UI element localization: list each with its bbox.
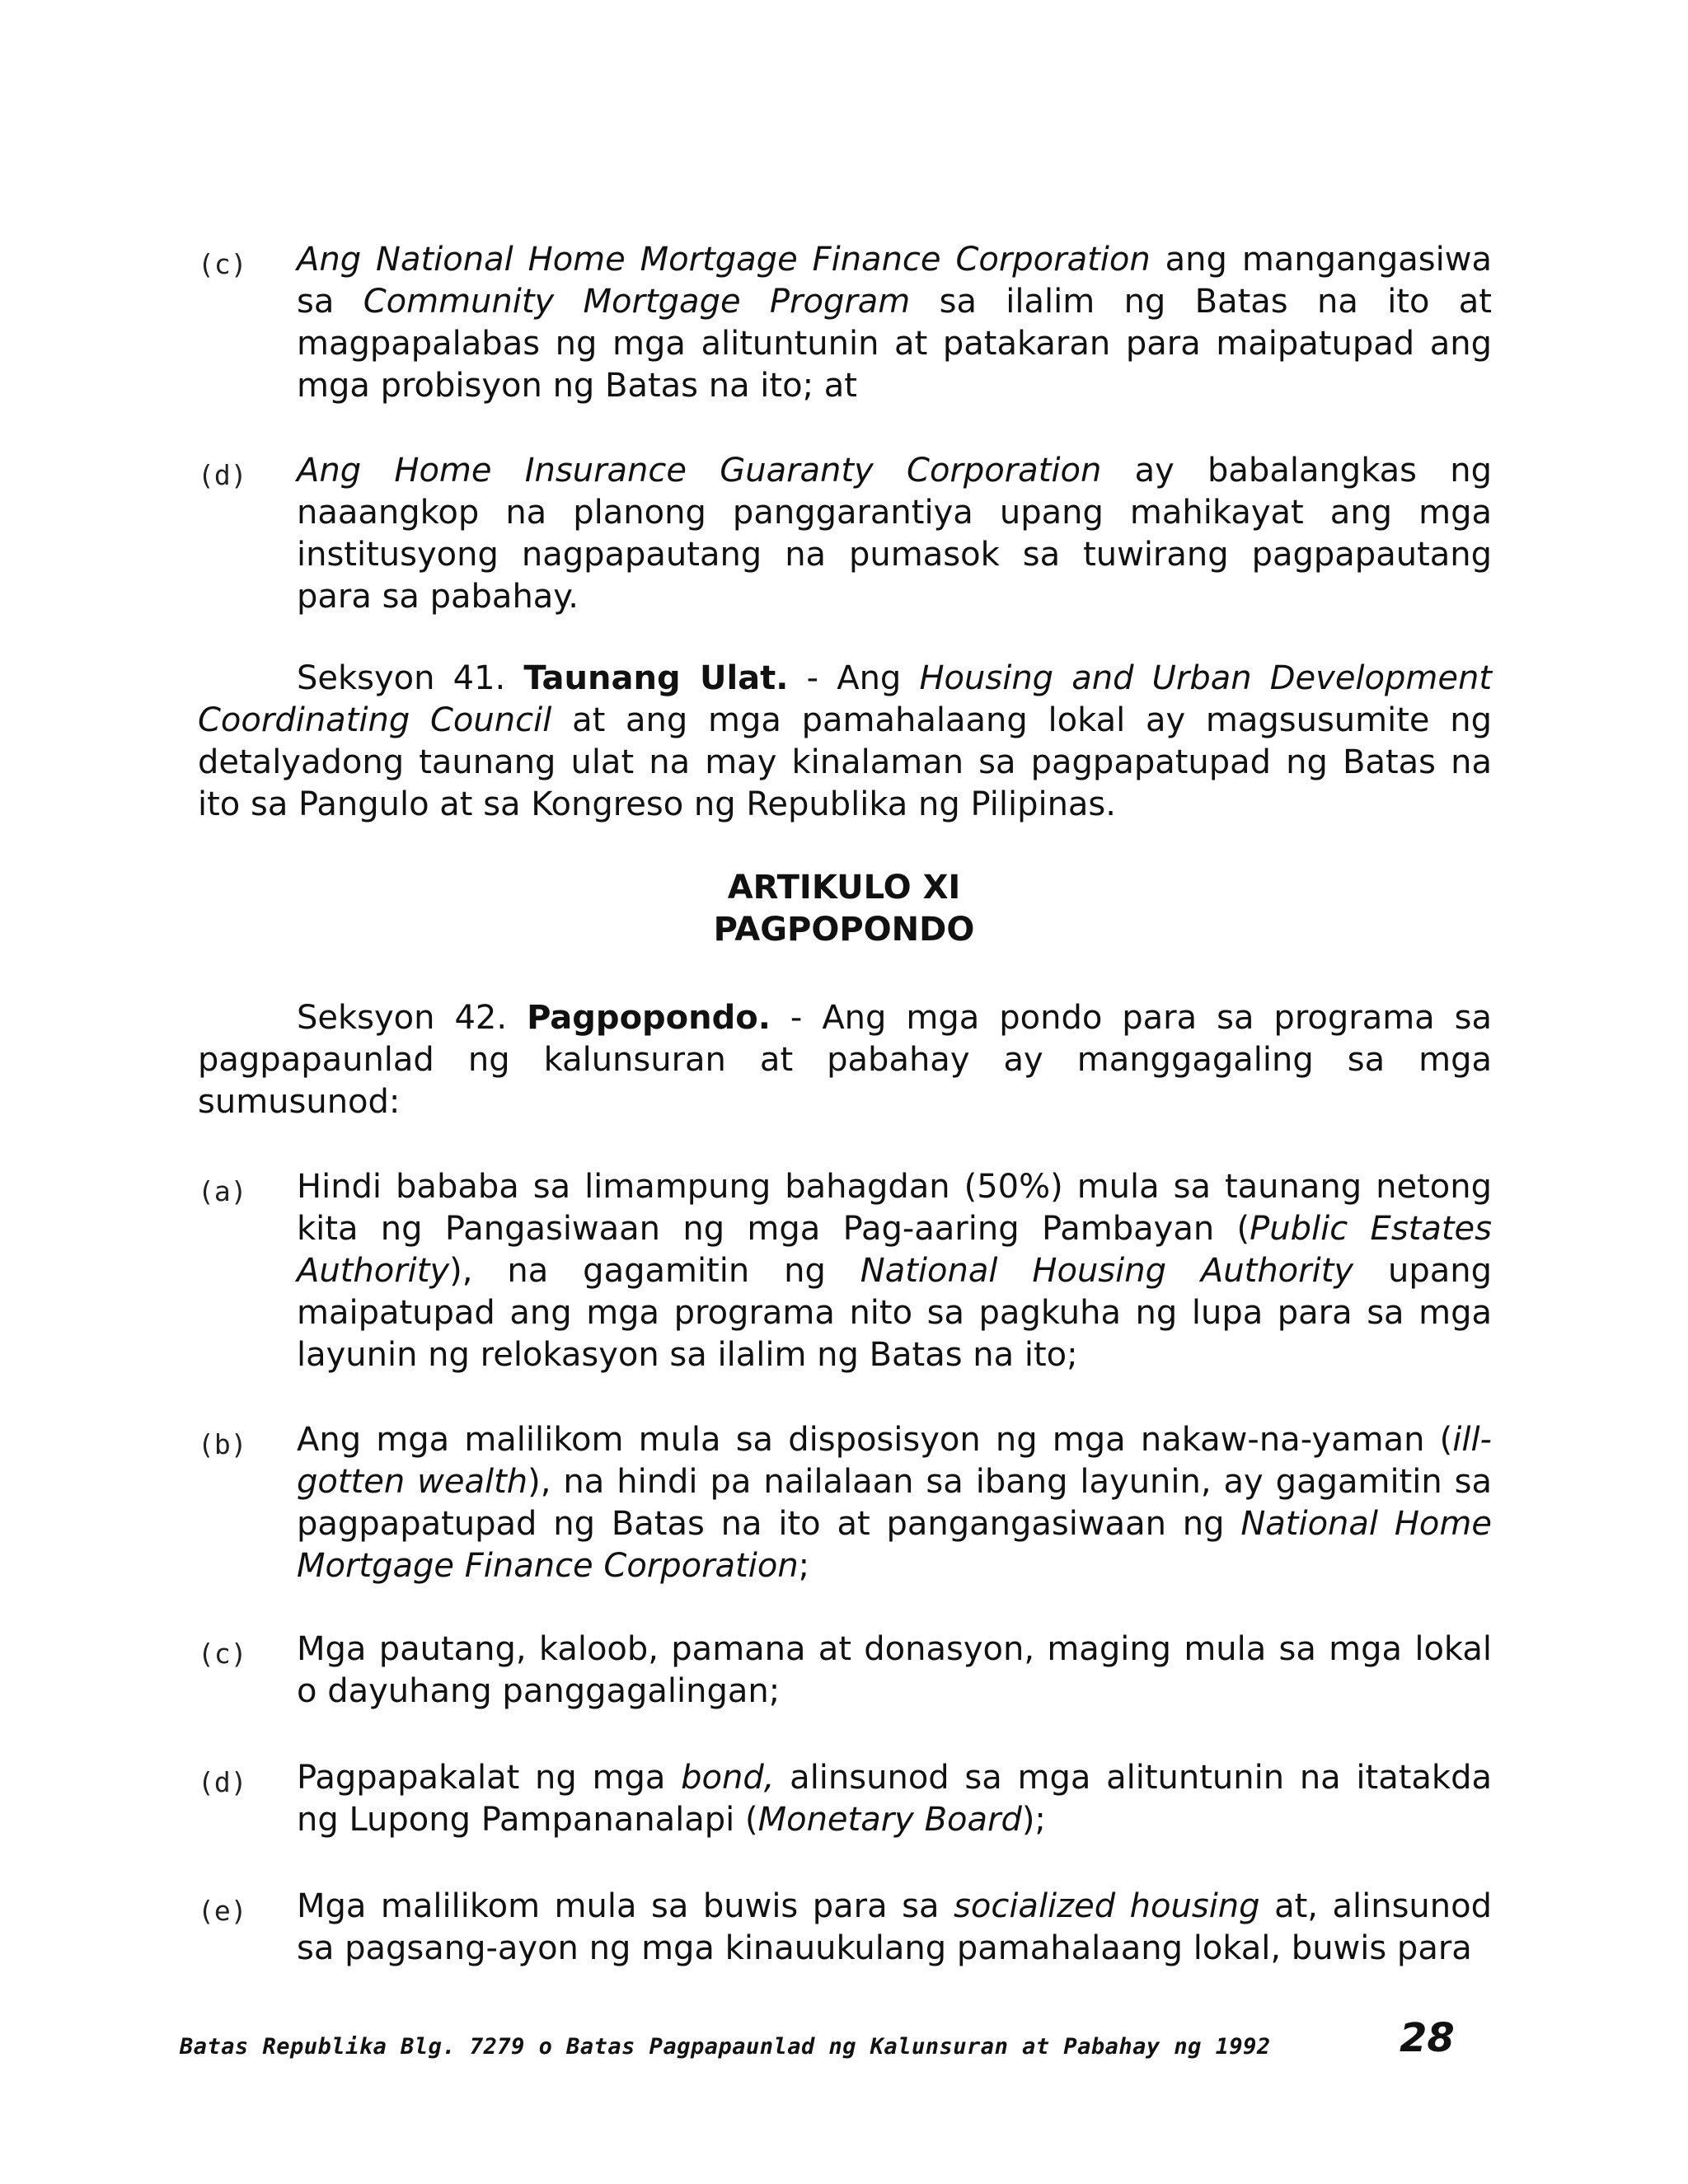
text-run: alinsunod sa mga alituntunin na itatakda ng Lupong Pampananalapi ( — [297, 1759, 1492, 1839]
section-text — [198, 658, 1492, 826]
italic-text-run: Housing and Urban Development Coordinating Council — [198, 659, 1493, 739]
italic-text-run: National Housing Authority — [860, 1252, 1354, 1290]
italic-text-run: bond, — [681, 1759, 775, 1797]
article-title: PAGPOPONDO — [713, 911, 975, 949]
text-run: - Ang — [788, 659, 920, 697]
item-marker: (e) — [198, 1895, 247, 1927]
italic-text-run: Ang National Home Mortgage Finance Corporation — [297, 241, 1151, 279]
item-text — [297, 1629, 1492, 1713]
italic-text-run: Community Mortgage Program — [363, 283, 911, 321]
italic-text-run: ill-gotten wealth — [297, 1421, 1492, 1501]
section-label: Seksyon 41. — [297, 659, 524, 697]
item-marker: (d) — [198, 459, 247, 491]
text-run: ), na gagamitin ng — [449, 1252, 860, 1290]
page-footer: Batas Republika Blg. 7279 o Batas Pagpapaunlad ng Kalunsuran at Pabahay ng 1992 — [180, 2034, 1271, 2060]
section-42-paragraph — [198, 997, 1492, 1123]
item-marker: (b) — [198, 1428, 247, 1460]
section-title: Pagpopondo. — [527, 999, 771, 1037]
section-title: Taunang Ulat. — [523, 659, 789, 697]
text-run: ; — [798, 1547, 810, 1585]
italic-text-run: socialized housing — [954, 1887, 1260, 1925]
text-run: upang maipatupad ang mga programa nito sa pagkuha ng lupa para sa mga layunin ng relokasyon sa ilalim ng Batas na ito; — [297, 1252, 1492, 1374]
item-marker: (a) — [198, 1175, 247, 1207]
text-run: ); — [1021, 1801, 1046, 1839]
item-marker: (c) — [198, 248, 247, 280]
italic-text-run: National Home Mortgage Finance Corporation — [297, 1505, 1492, 1585]
section-text — [198, 997, 1492, 1123]
page-number: 28 — [1400, 2015, 1455, 2061]
item-text — [297, 1886, 1492, 1970]
section-41-paragraph — [198, 658, 1492, 826]
item-text — [297, 450, 1492, 618]
item-text — [297, 1166, 1492, 1376]
italic-text-run: Monetary Board — [757, 1801, 1022, 1839]
italic-text-run: Ang Home Insurance Guaranty Corporation — [297, 452, 1102, 490]
text-run: sa ilalim ng Batas na ito at magpapalabas ng mga alituntunin at patakaran para maipatupad ang mga probisyon ng Batas na ito; at — [297, 283, 1492, 405]
item-marker: (d) — [198, 1766, 247, 1798]
section-label: Seksyon 42. — [297, 999, 528, 1037]
text-run: Mga malilikom mula sa buwis para sa — [297, 1887, 954, 1925]
text-run: Mga pautang, kaloob, pamana at donasyon, maging mula sa mga lokal o dayuhang panggagalingan; — [297, 1630, 1492, 1710]
text-run: at, alinsunod sa pagsang-ayon ng mga kinauukulang pamahalaang lokal, buwis para — [297, 1887, 1492, 1967]
text-run: Ang mga malilikom mula sa disposisyon ng mga nakaw-na-yaman ( — [297, 1421, 1453, 1459]
item-text — [297, 1757, 1492, 1841]
text-run: ang mangangasiwa sa — [297, 241, 1492, 321]
text-run: at ang mga pamahalaang lokal ay magsusumite ng detalyadong taunang ulat na may kinalaman sa pagpapatupad ng Batas na ito sa Pangulo at sa Kongreso ng Republika ng Pilipinas. — [198, 701, 1493, 823]
text-run: ), na hindi pa nailalaan sa ibang layunin, ay gagamitin sa pagpapatupad ng Batas na ito at pangangasiwaan ng — [297, 1463, 1493, 1543]
article-number: ARTIKULO XI — [727, 869, 961, 907]
text-run: ay babalangkas ng naaangkop na planong panggarantiya upang mahikayat ang mga institusyong nagpapautang na pumasok sa tuwirang pagpapautang para sa pabahay. — [297, 452, 1493, 616]
text-run: Pagpapakalat ng mga — [297, 1759, 682, 1797]
text-run: Hindi bababa sa limampung bahagdan (50%) mula sa taunang netong kita ng Pangasiwaan ng mga Pag-aaring Pambayan ( — [297, 1168, 1492, 1248]
text-run: - Ang mga pondo para sa programa sa pagpapaunlad ng kalunsuran at pabahay ay manggagaling sa mga sumusunod: — [198, 999, 1492, 1121]
item-text — [297, 1419, 1492, 1587]
item-text — [297, 239, 1492, 407]
item-marker: (c) — [198, 1638, 247, 1670]
italic-text-run: Public Estates Authority — [297, 1210, 1492, 1290]
